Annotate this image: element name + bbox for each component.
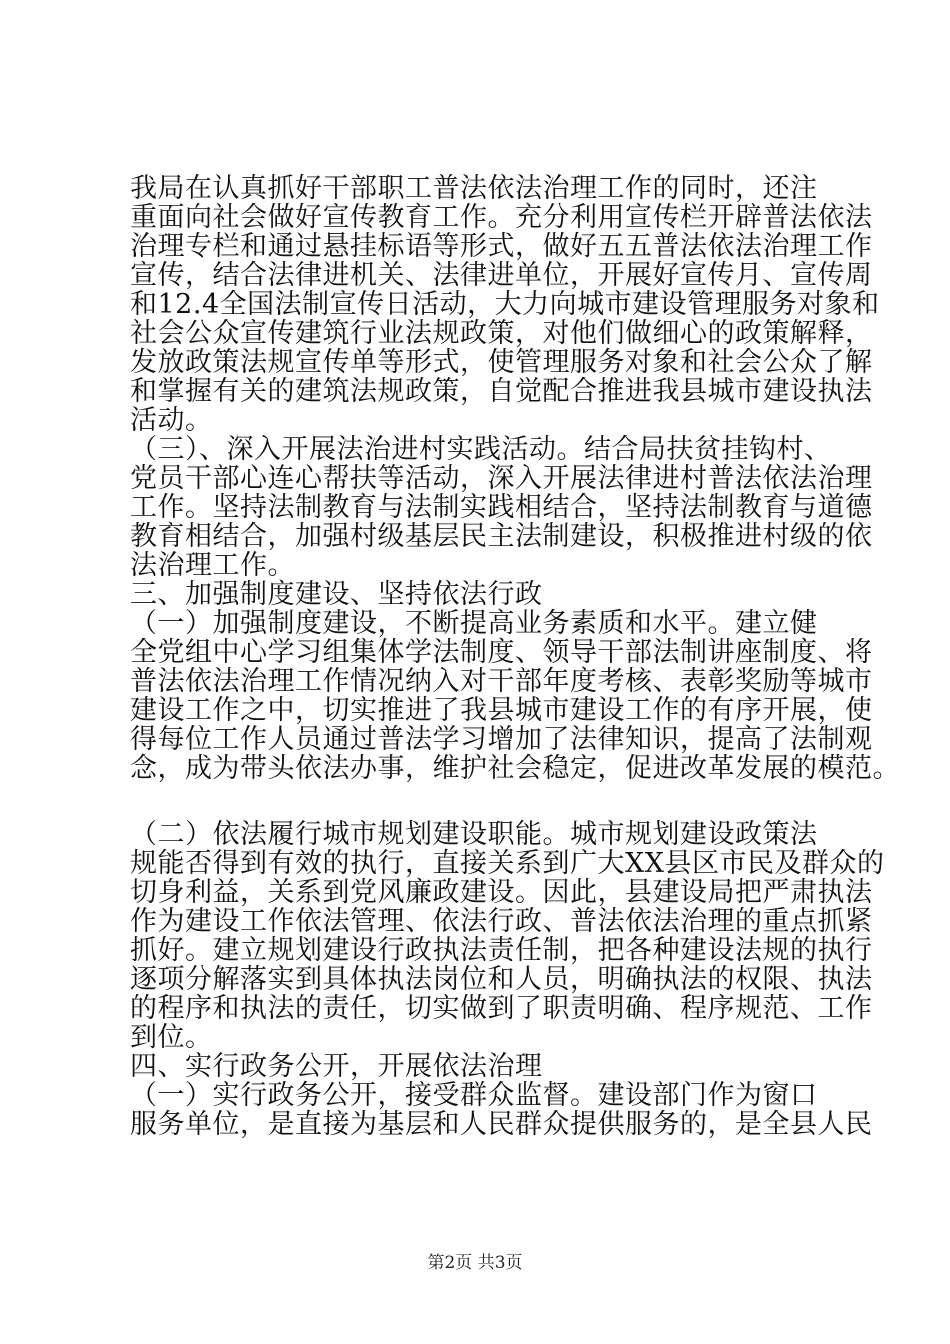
text-line: 教育相结合，加强村级基层民主法制建设，积极推进村级的依 <box>130 521 873 552</box>
text-line: （一）实行政务公开，接受群众监督。建设部门作为窗口 <box>130 1080 818 1111</box>
text-line: （一）加强制度建设，不断提高业务素质和水平。建立健 <box>130 608 818 639</box>
text-line: 得每位工作人员通过普法学习增加了法律知识，提高了法制观 <box>130 724 873 755</box>
text-line: 党员干部心连心帮扶等活动，深入开展法律进村普法依法治理 <box>130 463 873 494</box>
text-line: 普法依法治理工作情况纳入对干部年度考核、表彰奖励等城市 <box>130 666 873 697</box>
text-line: 念，成为带头依法办事，维护社会稳定，促进改革发展的模范。 <box>130 753 900 784</box>
text-line: 和掌握有关的建筑法规政策，自觉配合推进我县城市建设执法 <box>130 376 873 407</box>
text-line: 作为建设工作依法管理、依法行政、普法依法治理的重点抓紧 <box>130 906 873 937</box>
text-line: 全党组中心学习组集体学法制度、领导干部法制讲座制度、将 <box>130 637 873 668</box>
text-line: 切身利益，关系到党风廉政建设。因此，县建设局把严肃执法 <box>130 877 873 908</box>
text-line: 社会公众宣传建筑行业法规政策，对他们做细心的政策解释， <box>130 318 873 349</box>
text-line: 建设工作之中，切实推进了我县城市建设工作的有序开展，使 <box>130 695 873 726</box>
text-line: （二）依法履行城市规划建设职能。城市规划建设政策法 <box>130 819 818 850</box>
text-line: 我局在认真抓好干部职工普法依法治理工作的同时，还注 <box>130 173 818 204</box>
text-line: 重面向社会做好宣传教育工作。充分利用宣传栏开辟普法依法 <box>130 202 873 233</box>
text-line: 的程序和执法的责任，切实做到了职责明确、程序规范、工作 <box>130 993 873 1024</box>
text-line: 活动。 <box>130 405 213 436</box>
text-line: （三）、深入开展法治进村实践活动。结合局扶贫挂钩村、 <box>130 434 832 465</box>
text-line: 逐项分解落实到具体执法岗位和人员，明确执法的权限、执法 <box>130 964 873 995</box>
section-heading: 三、加强制度建设、坚持依法行政 <box>130 579 543 610</box>
page-footer: 第2页 共3页 <box>427 1253 523 1273</box>
text-line: 发放政策法规宣传单等形式，使管理服务对象和社会公众了解 <box>130 347 873 378</box>
text-line: 工作。坚持法制教育与法制实践相结合，坚持法制教育与道德 <box>130 492 873 523</box>
text-line: 服务单位，是直接为基层和人民群众提供服务的，是全县人民 <box>130 1109 873 1140</box>
section-heading: 四、实行政务公开，开展依法治理 <box>130 1051 543 1082</box>
text-line: 到位。 <box>130 1022 213 1053</box>
text-line: 治理专栏和通过悬挂标语等形式，做好五五普法依法治理工作 <box>130 231 873 262</box>
text-line: 和12.4全国法制宣传日活动，大力向城市建设管理服务对象和 <box>130 289 880 320</box>
text-line: 宣传，结合法律进机关、法律进单位，开展好宣传月、宣传周 <box>130 260 873 291</box>
text-line: 法治理工作。 <box>130 550 295 581</box>
text-line: 抓好。建立规划建设行政执法责任制，把各种建设法规的执行 <box>130 935 873 966</box>
text-line: 规能否得到有效的执行，直接关系到广大XX县区市民及群众的 <box>130 848 885 879</box>
